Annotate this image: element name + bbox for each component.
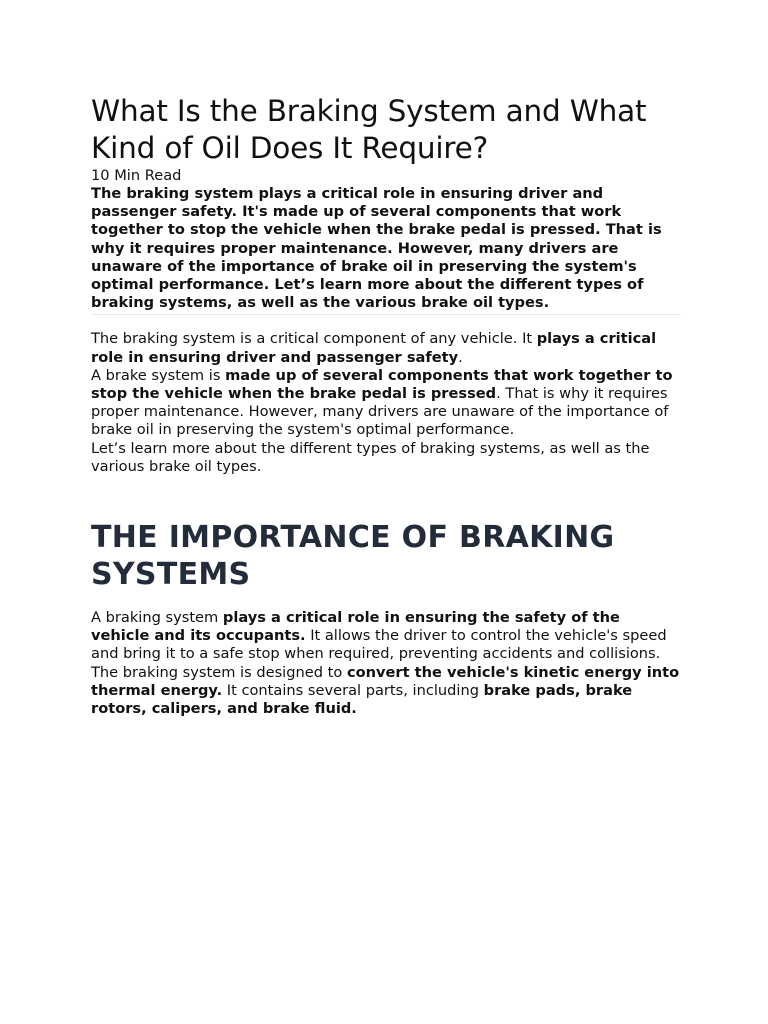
bold-span: convert the vehicle's kinetic energy into thermal energy. — [91, 663, 680, 699]
text-span: It allows the driver to control the vehicle's speed and bring it to a safe stop when required, preventing accidents and collisions. — [91, 627, 667, 663]
text-span: It contains several parts, including — [222, 681, 484, 699]
text-span: A brake system is — [91, 366, 226, 384]
divider — [91, 314, 681, 315]
article-lead: The braking system plays a critical role in ensuring driver and passenger safety. It's made up of several components that work together to stop the vehicle when the brake pedal is pressed. That is why it requires proper maintenance. However, many drivers are unaware of the importance of brake oil in preserving the system's optimal performance. Let’s learn more about the different types of braking systems, as well as the various brake oil types. — [91, 185, 662, 312]
bold-span: brake pads, brake rotors, calipers, and brake fluid. — [91, 681, 633, 718]
article — [91, 93, 681, 718]
bold-span: plays a critical role in ensuring the safety of the vehicle and its occupants. — [91, 609, 620, 645]
text-span: . — [458, 348, 463, 366]
read-time: 10 Min Read — [91, 167, 182, 184]
section-heading: THE IMPORTANCE OF BRAKING SYSTEMS — [91, 520, 615, 593]
intro-paragraph-1 — [91, 330, 681, 366]
bold-span: made up of several components that work together to stop the vehicle when the brake pedal is pressed — [91, 366, 673, 403]
article-title: What Is the Braking System and What Kind of Oil Does It Require? — [91, 94, 647, 165]
intro-paragraph-3: Let’s learn more about the different types of braking systems, as well as the various brake oil types. — [91, 439, 650, 475]
text-span: A braking system — [91, 609, 223, 627]
text-span: The braking system is designed to — [91, 663, 347, 681]
text-span: . That is why it requires proper maintenance. However, many drivers are unaware of the importance of brake oil in preserving the system's optimal performance. — [91, 385, 669, 439]
section-paragraph-2 — [91, 664, 681, 719]
text-span: The braking system is a critical component of any vehicle. It — [91, 330, 537, 348]
intro-paragraph-2 — [91, 367, 681, 440]
section-paragraph-1 — [91, 609, 681, 664]
bold-span: plays a critical role in ensuring driver and passenger safety — [91, 330, 657, 366]
